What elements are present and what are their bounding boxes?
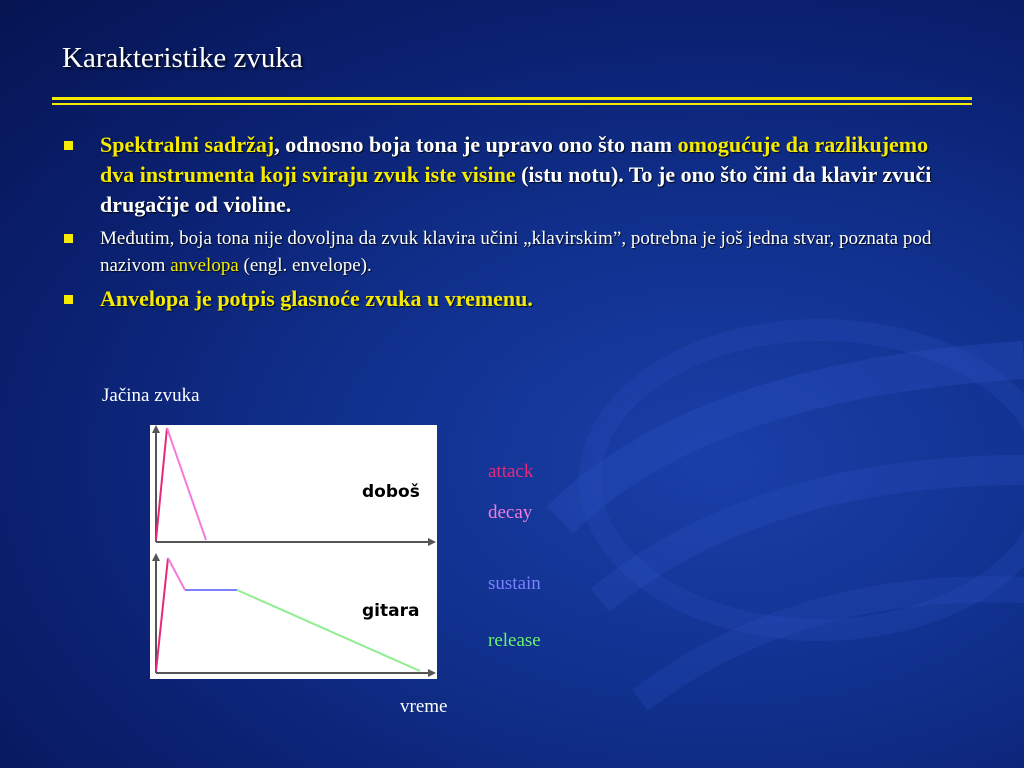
guitar-x-arrow-icon bbox=[428, 669, 436, 677]
bullet-spectral-content bbox=[62, 130, 962, 220]
guitar-panel bbox=[152, 553, 436, 677]
bullet-text: (engl. envelope). bbox=[238, 255, 372, 276]
envelope-figure bbox=[150, 425, 437, 679]
bullet-envelope bbox=[62, 284, 962, 314]
x-axis-label: vreme bbox=[400, 696, 448, 717]
drum-x-arrow-icon bbox=[428, 538, 436, 546]
bullet-text: (istu notu). To je ono što čini da klavir zvuči drugačije od violine. bbox=[100, 162, 932, 217]
drum-panel bbox=[152, 425, 436, 546]
bullet-text: Anvelopa je potpis glasnoće zvuka u vremenu. bbox=[100, 286, 533, 311]
title-underline-top bbox=[52, 97, 972, 100]
legend-sustain: sustain bbox=[488, 573, 541, 594]
drum-y-arrow-icon bbox=[152, 425, 160, 433]
bullet-text: Međutim, boja tona nije dovoljna da zvuk klavira učini „klavirskim”, potrebna je još jedna stvar, poznata pod nazivom bbox=[100, 228, 932, 276]
guitar-label: gitara bbox=[362, 601, 420, 621]
legend-release: release bbox=[488, 630, 541, 651]
drum-decay-line bbox=[167, 428, 206, 540]
drum-label: doboš bbox=[362, 482, 420, 502]
legend-attack: attack bbox=[488, 461, 534, 482]
legend-decay: decay bbox=[488, 502, 533, 523]
guitar-y-arrow-icon bbox=[152, 553, 160, 561]
y-axis-label: Jačina zvuka bbox=[102, 385, 200, 406]
envelope-diagram bbox=[150, 425, 437, 679]
bullet-square-icon bbox=[64, 234, 73, 243]
slide-title: Karakteristike zvuka bbox=[62, 42, 303, 74]
bullet-text: , odnosno boja tona je upravo ono što nam bbox=[274, 132, 678, 157]
guitar-attack-line bbox=[156, 558, 168, 671]
bullet-timbre bbox=[62, 225, 962, 279]
title-underline-bottom bbox=[52, 103, 972, 105]
bullet-highlight: anvelopa bbox=[170, 255, 239, 276]
guitar-decay-line bbox=[168, 558, 185, 590]
drum-attack-line bbox=[156, 428, 167, 540]
bullet-highlight: Spektralni sadržaj bbox=[100, 132, 275, 157]
bullet-highlight: omogućuje da razlikujemo dva instrumenta koji sviraju zvuk iste visine bbox=[100, 132, 929, 187]
bullet-square-icon bbox=[64, 141, 73, 150]
bullet-list bbox=[62, 130, 962, 314]
bullet-square-icon bbox=[64, 295, 73, 304]
